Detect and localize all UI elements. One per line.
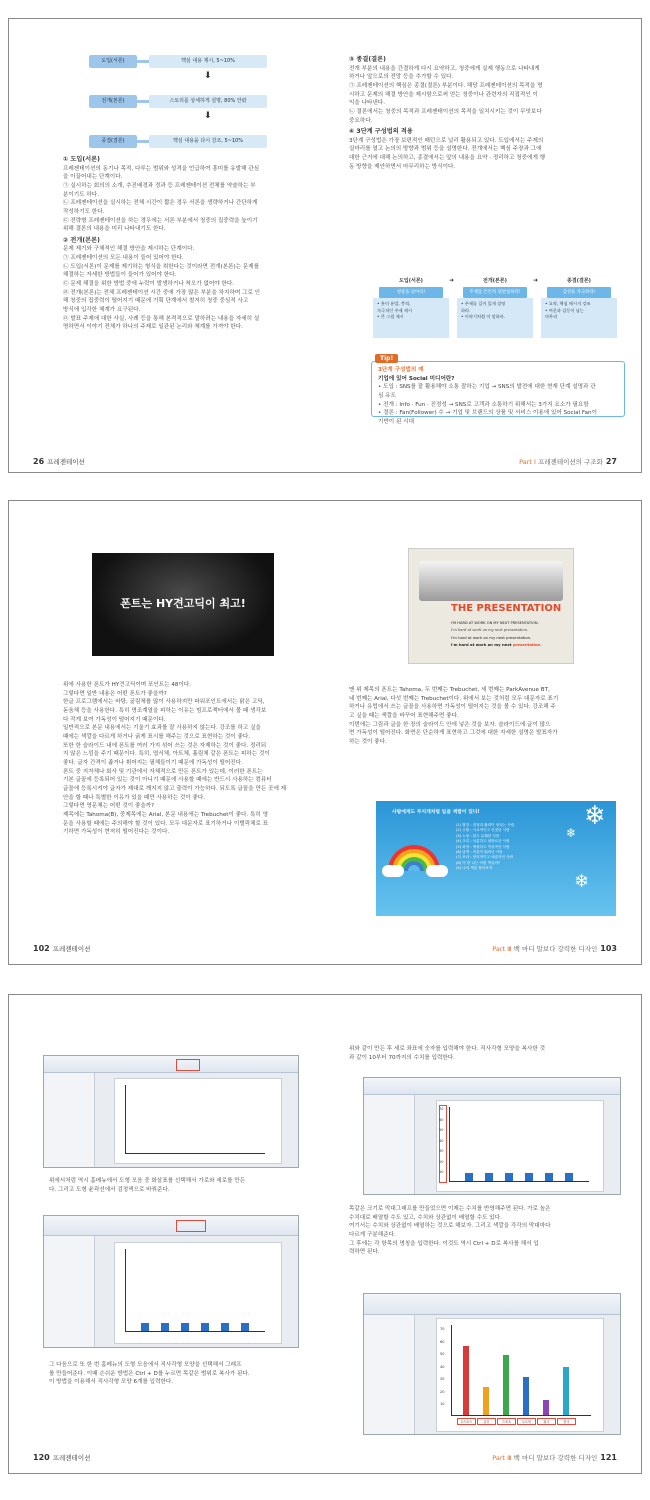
- axis-tick-label: 50: [440, 1352, 445, 1356]
- bar: [525, 1173, 533, 1181]
- text-line: 3단계 구성법은 가장 보편적인 패턴으로 널리 활용되고 있다. 도입에서는 주제의: [349, 137, 544, 144]
- text-line: 폰트 중 지자체나 회사 및 기관에서 자체적으로 만든 폰트가 있는데, 이러한 폰트는: [63, 768, 263, 775]
- text-line: ㉠ 프레젠테이션의 핵심은 종결(결론) 부분이다. 해당 프레젠테이션의 목적을 명: [349, 82, 543, 89]
- category-label: 한국: [557, 1418, 576, 1425]
- text-line: 방식에 입각한 체계가 요구된다.: [63, 307, 141, 314]
- pres-title: THE PRESENTATION: [451, 603, 562, 614]
- page-number-right: Part Ⅲ 백 마디 말보다 강력한 디자인 121: [492, 1453, 617, 1462]
- page2-right-text: [349, 686, 611, 747]
- page-number-left: 120 프레젠테이션: [33, 1453, 91, 1462]
- text-line: ㉡ 결론에서는 청중의 목적과 프레젠테이션의 목적을 일치시키는 것이 무엇보다: [349, 108, 542, 115]
- axis-tick-label: 60: [440, 1339, 445, 1344]
- text-line: 그렇다면 일반 내용은 어떤 폰트가 좋을까?: [63, 690, 167, 697]
- text-line: 수치대로 배열할 수도 있고, 수치와 상관없이 배열할 수도 있다.: [349, 1214, 502, 1221]
- text-line: (2) 주황 : 사교적이고 친절한 사람: [456, 828, 510, 833]
- text-line: 기하면 가독성이 현저히 떨어진다는 것이다.: [63, 829, 170, 836]
- text-line: 제목에는 Tahoma(B), 중제목에는 Arial, 본문 내용에는 Trebuchet이 좋다. 특히 영: [63, 811, 269, 818]
- stage-3: [541, 277, 617, 345]
- page2-left-text: [63, 681, 325, 837]
- text-line: 또한 한 슬라이드 내에 폰트를 여러 가지 섞어 쓰는 것은 자제하는 것이 좋다. 정리되: [63, 742, 267, 749]
- tip-line: • 도입 : SNS를 잘 활용해야 소통 잘하는 기업 → SNS의 발전에 대한 현재 단계 설명과 관: [378, 384, 596, 391]
- text-line: 익을 나타낸다.: [349, 100, 385, 107]
- stage-item: 마무리: [545, 314, 558, 320]
- axis-tick-label: 20: [440, 1389, 445, 1394]
- text-line: (1) 빨강 : 열정과 활력이 넘치는 사람: [456, 823, 515, 827]
- tip-subtitle: 기업에 있어 Social 미디어란?: [378, 375, 455, 382]
- stage-item: 하라.: [461, 307, 471, 313]
- flow-connector: [137, 60, 149, 63]
- bar: [543, 1400, 549, 1415]
- bar: [485, 1173, 493, 1181]
- text-line: 프레젠테이션의 동기나 목적, 다루는 범위와 성격을 언급하여 흥미를 유발해 관심: [63, 165, 260, 172]
- stage-item: • 큰 그림 제시: [377, 314, 404, 320]
- text-line: (5) 파랑 : 냉철하고 이성적인 사람: [456, 844, 510, 849]
- page-spread-3: [8, 994, 642, 1474]
- tip-title: 3단계 구성법의 예: [378, 367, 424, 373]
- text-line: 과 같이 10부터 70까지의 수치를 입력한다.: [349, 1054, 455, 1061]
- text-line: 맨 위 제목의 폰트는 Tahoma, 두 번째는 Trebuchet, 세 번째는 ParkAvenue BT,: [349, 687, 550, 693]
- stage-title: 전개(본론): [483, 278, 507, 284]
- text-line: 안을 할 때나 특별한 이유가 있을 때만 사용하는 것이 좋다.: [63, 794, 206, 801]
- text-line: 여기서는 수치와 상관없이 배열하는 것으로 해보자. 그리고 색깔을 각각의 막대마다: [349, 1223, 551, 1230]
- text-line: 그 다음으로 또 한 번 홈메뉴의 도형 모음에서 직사각형 모양을 선택해서 그래프: [49, 1362, 242, 1368]
- flow-desc-1: 핵심 내용 제시, 5~10%: [149, 55, 267, 68]
- text-line: 면 가독성이 떨어진다. 화면은 단순하게 표현하고 그것에 대한 자세한 설명은 발표자가: [349, 730, 558, 737]
- page-spread-2: [8, 500, 642, 965]
- stage-body: [541, 298, 617, 338]
- slide-canvas: [436, 1318, 604, 1432]
- page3-text-4: [349, 1205, 611, 1257]
- text-line: 한글 프로그램에서는 바탕, 굴림체를 많이 사용하지만 파워포인트에서는 맑은 고딕,: [63, 699, 265, 706]
- flow-connector: [137, 100, 149, 103]
- text-line: 위에 사용한 폰트가 HY견고딕이며 포인트는 48이다.: [63, 682, 192, 688]
- text-line: 위해 결론의 내용을 미리 나타내기도 한다.: [63, 226, 166, 233]
- flow-diagram: [89, 55, 269, 165]
- text-line: ④ 3단계 구성법의 적용: [349, 128, 413, 136]
- page-number-right: Part Ⅰ 프레젠테이션의 구조화 27: [519, 457, 617, 466]
- text-line: 지 않은 느낌을 주기 때문이다. 특히, 엽서체, 아트체, 흘림체 같은 폰트는 피하는 것이: [63, 751, 270, 758]
- bar: [505, 1173, 513, 1181]
- tip-badge: Tip!: [375, 354, 398, 363]
- axis-tick-label: 40: [439, 1138, 444, 1143]
- stage-head: 청중을 낚아라!: [379, 287, 443, 298]
- bar: [465, 1173, 473, 1181]
- cloud-icon: [426, 865, 448, 877]
- ppt-screenshot-3: [363, 1077, 621, 1195]
- text-line: 해결하는 자세한 방법들이 들어가 있어야 한다.: [63, 272, 177, 279]
- text-line: ㉢ 전략형 프레젠테이션을 하는 경우에는 서론 부분에서 청중의 집중력을 높이기: [63, 217, 258, 224]
- text-line: 기본 글꼴에 등록되어 있는 것이 아니기 때문에 사용할 때에는 반드시 사용하는 컴퓨터: [63, 777, 272, 784]
- pres-line-3: I'm hard at work on my next presentation.: [451, 635, 532, 640]
- text-line: 문을 사용할 때에는 주의해야 할 것이 있다. 모두 대문자로 표기하거나 이탤릭체로 표: [63, 820, 269, 827]
- category-label: 노트북: [517, 1418, 536, 1425]
- text-line: 을 이끌어내는 단계이다.: [63, 174, 123, 181]
- flow-label-3: 종결(결론): [89, 135, 137, 148]
- category-label: 1스포스: [457, 1418, 476, 1425]
- text-line: 문제 제기와 구체적인 해결 방안을 제시하는 단계이다.: [63, 246, 195, 253]
- axis-tick-label: 30: [440, 1377, 445, 1381]
- axis-tick-label: 30: [439, 1149, 444, 1153]
- bar: [563, 1367, 569, 1415]
- snowflake-icon: ❄: [584, 801, 606, 831]
- text-line: 실마리를 열고 논의의 방향과 범위 등을 설명한다. 전개에서는 핵심 주장과 그에: [349, 146, 542, 153]
- presentation-slide: [408, 548, 574, 664]
- ppt-screenshot-2: [43, 1215, 299, 1348]
- text-line: 분이기도 하다.: [63, 191, 99, 198]
- text-line: 력하면 된다.: [349, 1249, 380, 1256]
- page1-left-text: [63, 153, 321, 332]
- tip-line: 심 유도: [378, 392, 396, 399]
- page-number-left: 102 프레젠테이션: [33, 944, 91, 953]
- bar: [181, 1323, 189, 1331]
- text-line: 하거나 유럽에서 쓰는 글꼴을 사용하면 가독성이 떨어지는 것을 볼 수 있다. 강조해 주: [349, 704, 556, 711]
- stage-head: 감성을 자극하라!: [547, 287, 611, 298]
- text-line: 대한 근거에 대해 논의하고, 종결에서는 앞의 내용을 요약 · 정리하고 청중에게 행: [349, 155, 546, 162]
- page-number-left: 26 프레젠테이션: [33, 457, 85, 466]
- page1-right-text: [349, 53, 611, 171]
- flow-label-1: 도입(서론): [89, 55, 137, 68]
- text-line: 똑같은 크기로 막대그래프를 만들었으면 이제는 수치를 반영해주면 된다. 가로 높은: [349, 1206, 551, 1212]
- flow-desc-3: 핵심 내용을 다시 강조, 5~10%: [149, 135, 267, 148]
- page3-text-3: [349, 1045, 611, 1062]
- text-line: 하는 것이 좋다.: [349, 738, 387, 745]
- slide-header-bar: [419, 561, 563, 601]
- bar: [503, 1355, 509, 1415]
- slide-canvas: [114, 1078, 282, 1164]
- pres-line-4: I'm hard at work on my next presentation.: [451, 642, 542, 647]
- page-spread-1: [8, 18, 642, 473]
- text-line: 하거나 앞으로의 전망 등을 추가할 수 있다.: [349, 74, 454, 81]
- right-arrow-icon: ➜: [533, 277, 539, 284]
- axis-tick-label: 70: [439, 1107, 444, 1111]
- stage-item: • 여운과 감동이 남는: [545, 307, 584, 313]
- text-line: 네 번째는 Arial, 다섯 번째는 Trebuchet이다. 위에서 보는 것처럼 모두 대문자로 표기: [349, 695, 559, 702]
- text-line: (9) 나의 색을 찾아보자: [456, 866, 493, 871]
- flow-desc-2: 스토리를 상세하게 설명, 80% 안팎: [149, 95, 267, 108]
- stage-1: [373, 277, 449, 345]
- text-line: 다 작게 보여 가독성이 떨어지기 때문이다.: [63, 716, 166, 723]
- axis-tick-label: 20: [439, 1159, 444, 1164]
- text-line: 일반적으로 본문 내용에서는 기울기 효과를 잘 사용하지 않는다. 강조를 하고 싶을: [63, 725, 261, 732]
- text-line: 고 싶을 때는 색깔을 바꾸어 표현해주면 좋다.: [349, 712, 459, 719]
- bar: [201, 1323, 209, 1331]
- stage-body: [457, 298, 533, 338]
- down-arrow-icon: ⬇: [204, 71, 212, 81]
- text-line: 위에서처럼 역시 홈메뉴에서 도형 모음 중 화살표를 선택해서 가로와 세로를 만든: [49, 1178, 246, 1184]
- text-line: 그렇다면 영문체는 어떤 것이 좋을까?: [63, 803, 155, 810]
- stage-2: [457, 277, 533, 345]
- slide-canvas: [436, 1100, 604, 1192]
- text-line: ㉢ 문제 해결을 위한 방법 중에 누락이 발생하거나 착오가 없어야 한다.: [63, 281, 235, 288]
- banner-text: 폰트는 HY견고딕이 최고!: [120, 597, 246, 610]
- stage-diagram: [373, 277, 623, 345]
- bar: [141, 1323, 149, 1331]
- text-line: ㉠ 실시하는 회의의 소개, 추진배경과 경과 등 프레젠테이션 전체를 약술하는 부: [63, 182, 256, 189]
- text-line: ㉠ 프레젠테이션의 모든 내용이 들어 있어야 한다.: [63, 255, 184, 262]
- stage-title: 종결(결론): [567, 278, 591, 284]
- axis-tick-label: 60: [439, 1117, 444, 1122]
- bar: [523, 1377, 529, 1415]
- stage-item: • 흥미 유발, 충격,: [377, 301, 411, 306]
- shape-gallery-highlight: [176, 1220, 206, 1232]
- bar: [161, 1323, 169, 1331]
- text-line: ㉤ 발표 주제에 대한 사실, 사례 등을 통해 본격적으로 말하려는 내용을 자세히 설: [63, 315, 260, 322]
- cloud-icon: [382, 865, 404, 877]
- category-label: 워크: [537, 1418, 556, 1425]
- stage-head: 주제를 튼튼히 뒷받침하라!: [463, 287, 527, 298]
- text-line: 돋움체 등을 사용한다. 특히 명조계열을 피하는 이유는 빔프로젝터에서 볼 때 생각보: [63, 707, 267, 714]
- text-line: 글꼴에 등록시켜야 글자가 제대로 깨지지 않고 출력이 가능하다. 되도록 글꼴을 만든 곳에 제: [63, 785, 287, 792]
- stage-item: • 요약, 핵심 메시지 강조: [545, 301, 591, 306]
- text-line: 를 만들어준다. 이때 손쉬운 방법은 Ctrl + D를 누르면 똑같은 범위로 복사가 된다.: [49, 1370, 250, 1377]
- ppt-screenshot-4: [363, 1293, 621, 1435]
- stage-title: 도입(서론): [399, 278, 423, 284]
- tip-line: • 전개 : Info · Fun · 진정성 → SNS로 고객과 소통하기 위해서는 3가지 요소가 필요함: [378, 401, 589, 408]
- text-line: 이 방법을 이용해서 직사각형 모양 6개를 입력한다.: [49, 1379, 174, 1386]
- pres-line-1: I'M HARD AT WORK ON MY NEXT PRESENTATION.: [451, 621, 539, 625]
- bar: [463, 1346, 469, 1415]
- text-line: 때에는 색깔을 다르게 하거나 굵게 표시를 해주는 것으로 표현하는 것이 좋다.: [63, 733, 251, 740]
- text-line: ㉣ 전개(본론)는 전체 프레젠테이션 시간 중에 가장 많은 부분을 차지하며 그로 인: [63, 289, 261, 296]
- text-line: 위와 같이 만든 후 세로 좌표에 숫자를 입력해야 한다. 직사각형 모양을 복사한 것: [349, 1046, 546, 1052]
- shape-gallery-highlight: [176, 1059, 200, 1071]
- ppt-screenshot-1: [43, 1055, 299, 1168]
- snowflake-icon: ❄: [574, 871, 590, 892]
- text-line: 그 후에는 각 항목의 명칭을 입력한다. 이것도 역시 Ctrl + D로 복사를 해서 입: [349, 1240, 539, 1247]
- stage-item: 자극적인 주제 제시: [377, 307, 413, 313]
- category-label: 스포츠: [497, 1418, 516, 1425]
- flow-label-2: 전개(본론): [89, 95, 137, 108]
- page3-text-1: [49, 1177, 311, 1194]
- text-line: (6) 남색 : 직관이 뛰어난 사람: [456, 849, 503, 854]
- axis-tick-label: 50: [439, 1128, 444, 1132]
- text-line: ㉡ 도입(서론)이 문제를 제기하는 형식을 취한다는 것이라면 전개(본론)는 문제를: [63, 263, 260, 270]
- text-line: 이번에는 그림과 글을 한 장의 슬라이드 안에 넣은 것을 보자. 슬라이드에 글이 많으: [349, 721, 551, 728]
- bar: [545, 1173, 553, 1181]
- stage-item: • 주제를 깊이 있게 설명: [461, 301, 506, 306]
- tip-line: 기반이 된 시대: [378, 418, 414, 425]
- text-line: 명하면서 이야기 전체가 하나의 주제로 일관된 논리와 체계를 가져야 한다.: [63, 324, 243, 331]
- bar: [241, 1323, 249, 1331]
- bar: [221, 1323, 229, 1331]
- text-line: ③ 종결(결론): [349, 56, 386, 63]
- text-line: 다. 그리고 도형 윤곽선에서 검정색으로 바꿔준다.: [49, 1186, 170, 1193]
- axis-tick-label: 70: [440, 1327, 445, 1331]
- flow-connector: [137, 140, 149, 143]
- text-line: ㉡ 프레젠테이션을 실시하는 전체 시간이 짧은 경우 서론을 생략하거나 간단하게: [63, 200, 258, 207]
- text-line: 중요하다.: [349, 117, 373, 124]
- axis-tick-label: 10: [439, 1170, 444, 1174]
- font-banner-slide: [92, 553, 274, 656]
- tip-box: [371, 361, 625, 425]
- text-line: (4) 초록 : 차분하고 평화로운 사람: [456, 839, 510, 844]
- rainbow-slide: [376, 801, 616, 916]
- right-arrow-icon: ➜: [449, 277, 455, 284]
- pres-line-2: I'm hard at work on my next presentation.: [451, 628, 529, 632]
- stage-item: • 이야기처럼 이 말하라.: [461, 314, 506, 320]
- category-label: 유투: [477, 1418, 496, 1425]
- page-number-right: Part Ⅲ 백 마디 말보다 강력한 디자인 103: [492, 944, 617, 953]
- text-line: 다르게 구분해준다.: [349, 1231, 396, 1238]
- axis-tick-label: 40: [440, 1364, 445, 1369]
- text-line: (3) 노랑 : 밝고 유쾌한 사람: [456, 833, 500, 838]
- text-line: ② 전개(본론): [63, 236, 100, 244]
- bar: [565, 1173, 573, 1181]
- text-line: 작성하기도 한다.: [63, 208, 105, 215]
- text-line: 좋다. 글자 간격이 좁거나 휘어지는 필체들이기 때문에 가독성이 떨어진다.: [63, 759, 243, 766]
- text-line: 전개 부분의 내용을 간결하게 다시 요약하고, 청중에게 실제 행동으로 나타내게: [349, 65, 540, 72]
- down-arrow-icon: ⬇: [204, 111, 212, 121]
- tip-line: • 결론 : Fan(Follower) 수 → 기업 및 브랜드의 상품 및 서비스 이용에 있어 Social Fan이: [378, 410, 598, 417]
- page3-text-2: [49, 1361, 311, 1387]
- bar: [483, 1387, 489, 1415]
- snowflake-icon: ❄: [566, 826, 577, 840]
- text-line: 해 청중의 집중력이 떨어지기 때문에 기획 단계에서 철저히 청중 중심적 사고: [63, 298, 249, 305]
- stage-body: [373, 298, 449, 338]
- axis-tick-label: 10: [440, 1402, 445, 1406]
- text-line: 동 방향을 제안하면서 마무리하는 방식이다.: [349, 163, 456, 170]
- slide-canvas: [114, 1242, 282, 1344]
- text-line: (7) 보라 : 창의적이고 예술적인 사람: [456, 855, 514, 860]
- text-line: ① 도입(서론): [63, 156, 100, 163]
- text-line: (8) 이 중 나는 어떤 색일까?: [456, 860, 500, 865]
- sky-title: 사람에게도 무지개처럼 일곱 색깔이 있다!: [392, 810, 480, 815]
- text-line: 시하고 문제의 해결 방안을 제시함으로써 얻는 청중이나 관련자의 직접적인 이: [349, 91, 538, 98]
